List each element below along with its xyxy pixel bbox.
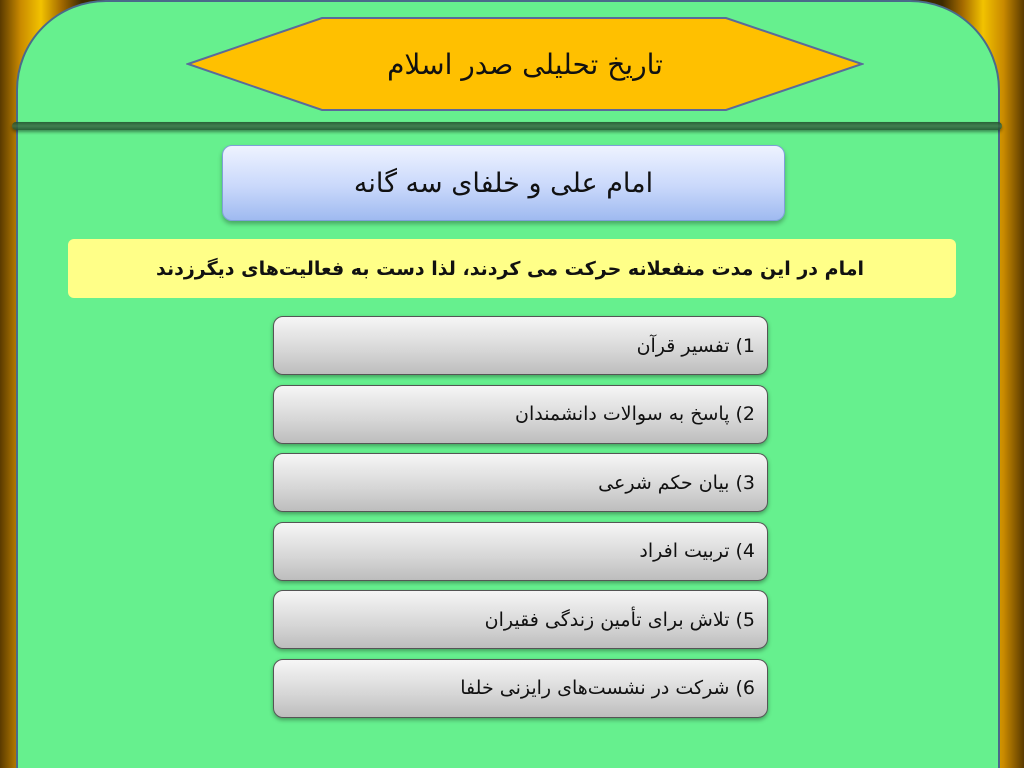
title-divider-bar [12,122,1002,130]
list-item [273,453,768,512]
list-item-text: پاسخ به سوالات دانشمندان [514,403,730,425]
list-item [273,522,768,581]
list-item-number: 4) [735,540,755,562]
list-item-number: 2) [735,403,755,425]
activity-list [273,316,768,727]
list-item-text: بیان حکم شرعی [598,471,730,494]
list-item-text: تلاش برای تأمین زندگی فقیران [484,608,730,631]
slide-title: تاریخ تحلیلی صدر اسلام [387,47,663,81]
list-item-text: شرکت در نشست‌های رایزنی خلفا [460,677,730,699]
subtitle-box [222,145,785,221]
note-box [68,239,956,298]
note-text: امام در این مدت منفعلانه حرکت می کردند، لذا دست به فعالیت‌های دیگرزدند [156,257,864,280]
list-item [273,385,768,444]
list-item-number: 5) [735,608,755,631]
list-item [273,590,768,649]
list-item-number: 6) [735,677,755,699]
subtitle-text: امام علی و خلفای سه گانه [353,167,654,199]
list-item [273,316,768,375]
list-item-number: 3) [735,471,755,494]
list-item [273,659,768,718]
list-item-text: تربیت افراد [639,540,730,562]
list-item-number: 1) [735,334,755,357]
list-item-text: تفسیر قرآن [636,334,730,357]
